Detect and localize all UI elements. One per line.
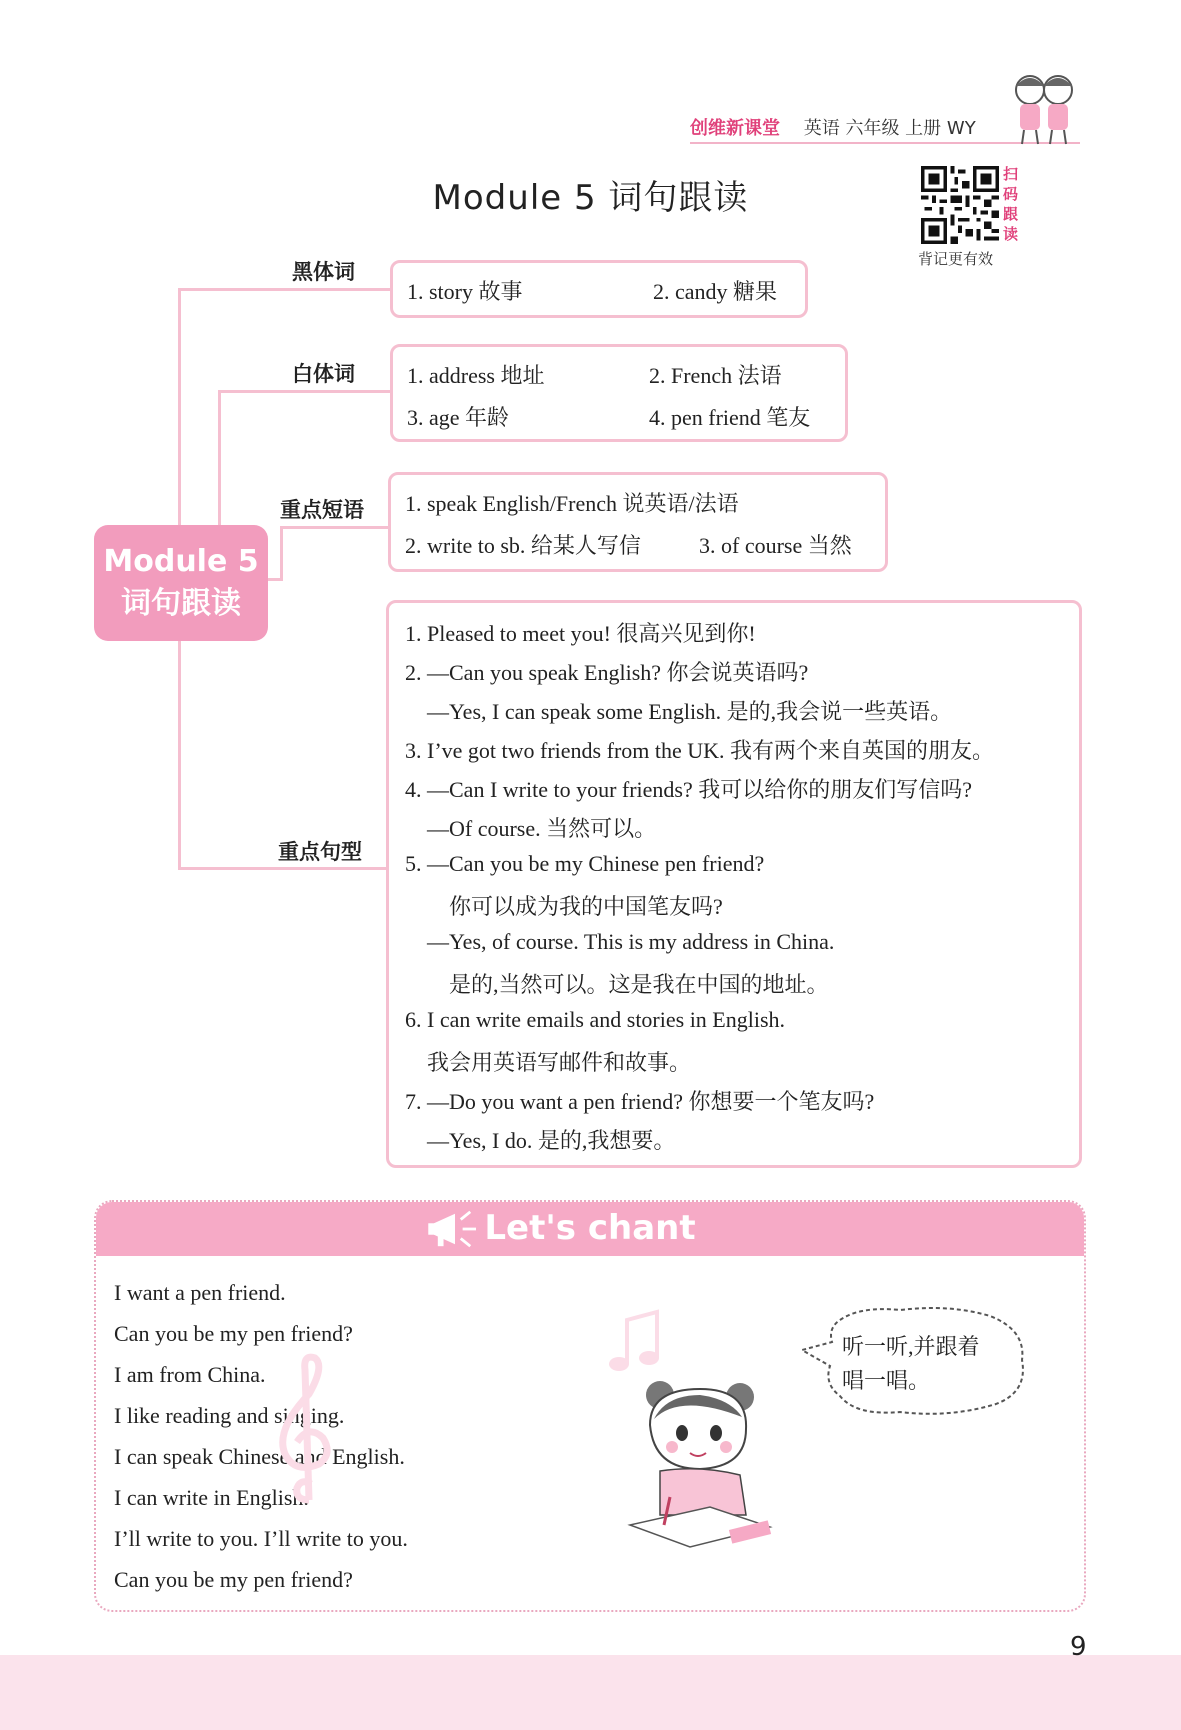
vocab-item: 4. pen friend 笔友 bbox=[649, 405, 811, 430]
footer-band bbox=[0, 1655, 1181, 1730]
chant-line: I want a pen friend. bbox=[114, 1280, 286, 1305]
vocab-item: 2. candy 糖果 bbox=[653, 279, 778, 304]
page-title: Module 5 词句跟读 bbox=[432, 178, 749, 218]
branch-label-white-words: 白体词 bbox=[292, 362, 355, 386]
chant-header bbox=[96, 1202, 1084, 1256]
connector-bold bbox=[178, 288, 390, 291]
sentence-line: —Yes, I can speak some English. 是的,我会说一些英语。 bbox=[405, 699, 953, 724]
sentence-line: 5. —Can you be my Chinese pen friend? bbox=[405, 851, 765, 876]
connector-center bbox=[268, 578, 283, 581]
kids-illustration bbox=[1000, 68, 1090, 148]
connector-white bbox=[218, 390, 390, 393]
white-words-box bbox=[390, 344, 848, 442]
branch-label-phrases: 重点短语 bbox=[280, 498, 364, 522]
sentence-line: 6. I can write emails and stories in English. bbox=[405, 1007, 786, 1032]
sentence-line: —Of course. 当然可以。 bbox=[405, 816, 657, 841]
chant-line: I like reading and singing. bbox=[114, 1403, 345, 1428]
brand-name: 创维新课堂 bbox=[690, 118, 780, 139]
girl-writing-illustration bbox=[620, 1375, 800, 1555]
qr-code[interactable] bbox=[921, 166, 999, 244]
treble-clef-icon bbox=[265, 1350, 345, 1510]
sentence-line: 4. —Can I write to your friends? 我可以给你的朋友们写信吗? bbox=[405, 777, 973, 802]
chant-line: I can speak Chinese and English. bbox=[114, 1444, 405, 1469]
vocab-item: 2. French 法语 bbox=[649, 363, 782, 388]
chant-line: I am from China. bbox=[114, 1362, 266, 1387]
sentence-line: 是的,当然可以。这是我在中国的地址。 bbox=[405, 972, 829, 997]
phrase-item: 3. of course 当然 bbox=[699, 533, 852, 558]
sentence-line: 我会用英语写邮件和故事。 bbox=[405, 1050, 692, 1075]
chant-line: I can write in English. bbox=[114, 1485, 309, 1510]
bubble-line-2: 唱一唱。 bbox=[842, 1368, 931, 1393]
branch-label-sentences: 重点句型 bbox=[278, 840, 362, 864]
chant-line: Can you be my pen friend? bbox=[114, 1321, 353, 1346]
connector-sentences bbox=[178, 867, 390, 870]
sentence-line: —Yes, I do. 是的,我想要。 bbox=[405, 1128, 676, 1153]
chant-title: Let's chant bbox=[484, 1208, 696, 1248]
book-meta: 英语 六年级 上册 WY bbox=[803, 118, 976, 139]
branch-label-bold-words: 黑体词 bbox=[292, 260, 355, 284]
vocab-item: 1. address 地址 bbox=[407, 363, 545, 388]
connector-phrase-v bbox=[280, 526, 283, 580]
sentence-line: 7. —Do you want a pen friend? 你想要一个笔友吗? bbox=[405, 1089, 875, 1114]
bubble-text bbox=[842, 1330, 980, 1398]
phrase-item: 2. write to sb. 给某人写信 bbox=[405, 533, 641, 558]
connector-trunk-inner bbox=[218, 390, 221, 526]
scan-note: 背记更有效 bbox=[918, 252, 994, 268]
sentences-box bbox=[386, 600, 1082, 1168]
center-line-1: Module 5 bbox=[103, 544, 259, 579]
music-note-icon bbox=[605, 1308, 665, 1378]
connector-phrase-h bbox=[280, 526, 388, 529]
bold-words-box bbox=[390, 260, 808, 318]
vocab-item: 3. age 年龄 bbox=[407, 405, 510, 430]
sentence-line: 1. Pleased to meet you! 很高兴见到你! bbox=[405, 621, 756, 646]
sentence-line: —Yes, of course. This is my address in China. bbox=[405, 929, 835, 954]
center-node bbox=[94, 525, 268, 641]
sentence-line: 2. —Can you speak English? 你会说英语吗? bbox=[405, 660, 809, 685]
running-header bbox=[690, 114, 976, 140]
chant-line: Can you be my pen friend? bbox=[114, 1567, 353, 1592]
sentence-line: 3. I’ve got two friends from the UK. 我有两个来自英国的朋友。 bbox=[405, 738, 995, 763]
bubble-line-1: 听一听,并跟着 bbox=[842, 1334, 980, 1359]
phrases-box bbox=[388, 472, 888, 572]
chant-line: I’ll write to you. I’ll write to you. bbox=[114, 1526, 408, 1551]
page-number: 9 bbox=[1070, 1632, 1087, 1662]
sentence-line: 你可以成为我的中国笔友吗? bbox=[405, 894, 723, 919]
center-line-2: 词句跟读 bbox=[121, 586, 241, 621]
vocab-item: 1. story 故事 bbox=[407, 279, 523, 304]
phrase-item: 1. speak English/French 说英语/法语 bbox=[405, 491, 739, 516]
scan-label: 扫码跟读 bbox=[1003, 165, 1019, 243]
